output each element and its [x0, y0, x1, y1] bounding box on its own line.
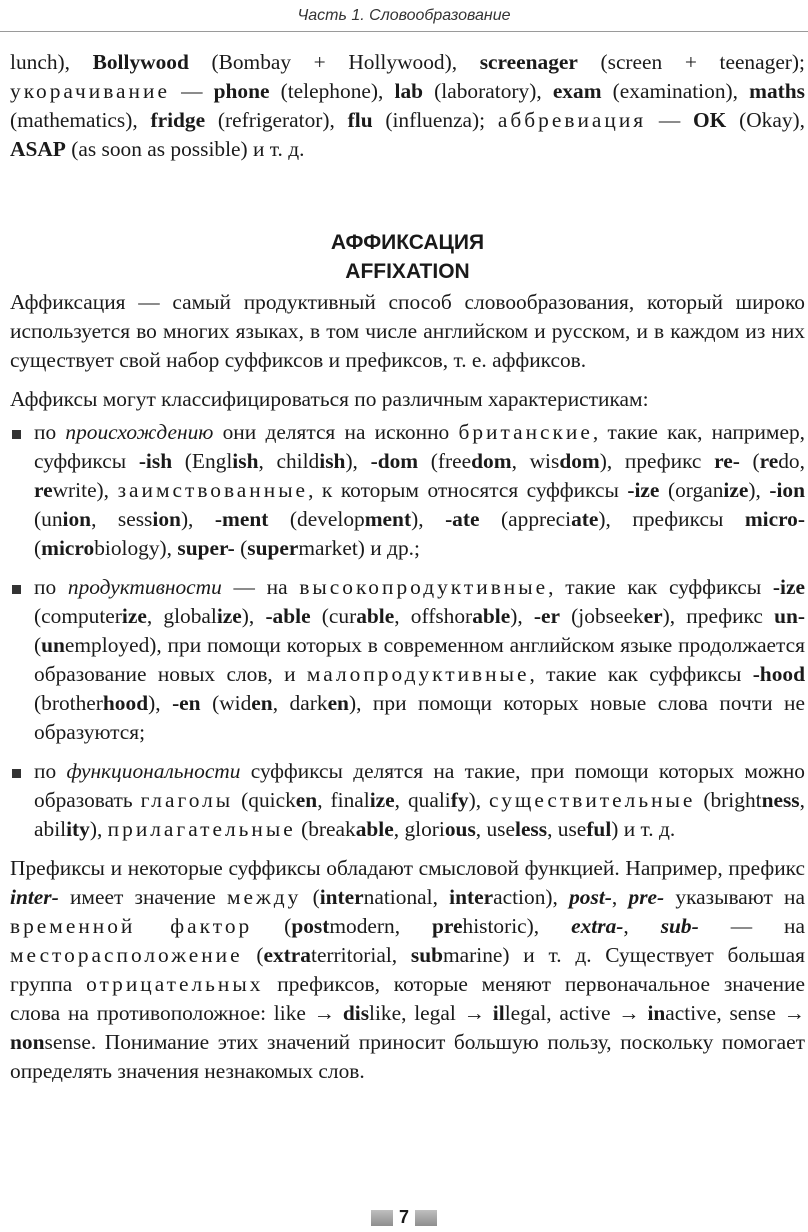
section-title — [10, 228, 805, 286]
paragraph-classification: Аффиксы могут классифицироваться по различным характеристикам: — [10, 387, 649, 411]
page-footer — [0, 1207, 808, 1228]
list-item-functionality: по функциональности суффиксы делятся на такие, при помощи которых можно образовать глаголы (quicken, finalize, qualify), существительные (brightness, ability), прилагательные (breakable, glorious, useless, useful) и т. д. — [10, 757, 805, 844]
page-number: 7 — [398, 1207, 409, 1227]
paragraph-semantic-function: Префиксы и некоторые суффиксы обладают смысловой функцией. Например, префикс inter- имеет значение между (international, interaction), post-, pre- указывают на временной фактор (postmodern, prehistoric), extra-, sub- — на месторасположение (extraterritorial, submarine) и т. д. Существует большая группа отрицательных префиксов, которые меняют первоначальное значение слова на противоположное: like → dislike, legal → illegal, active → inactive, sense → nonsense. Понимание этих значений приносит большую пользу, поскольку помогает определять значения незнакомых слов. — [10, 856, 805, 1083]
footer-bar-left — [371, 1210, 393, 1226]
section-title-ru: АФФИКСАЦИЯ — [330, 231, 485, 254]
section-title-en: AFFIXATION — [345, 260, 470, 283]
header-divider — [0, 31, 808, 32]
intro-paragraph: lunch), Bollywood (Bombay + Hollywood), screenager (screen + teenager); укорачивание — phone (telephone), lab (laboratory), exam (examination), maths (mathematics), fridge (refrigerator), flu (influenza); аббревиация — OK (Okay), ASAP (as soon as possible) и т. д. — [10, 50, 806, 161]
footer-bar-right — [415, 1210, 437, 1226]
list-item-origin: по происхождению они делятся на исконно британские, такие как, например, суффиксы -ish (English, childish), -dom (freedom, wisdom), префикс re- (redo, rewrite), заимствованные, к которым относятся суффиксы -ize (organize), -ion (union, session), -ment (development), -ate (appreciate), префиксы micro- (microbiology), super- (supermarket) и др.; — [10, 418, 805, 563]
classification-list — [10, 418, 805, 844]
paragraph-affixation-intro: Аффиксация — самый продуктивный способ словообразования, который широко используется во многих языках, в том числе английском и русском, и в каждом из них существует свой набор суффиксов и префиксов, т. е. аффиксов. — [10, 290, 805, 372]
running-header: Часть 1. Словообразование — [297, 7, 511, 24]
list-item-productivity: по продуктивности — на высокопродуктивные, такие как суффиксы -ize (computerize, globalize), -able (curable, offshorable), -er (jobseeker), префикс un- (unemployed), при помощи которых в современном английском языке продолжается образование новых слов, и малопродуктивные, такие как суффиксы -hood (brotherhood), -en (widen, darken), при помощи которых новые слова почти не образуются; — [10, 573, 805, 747]
page-body — [10, 48, 805, 1086]
